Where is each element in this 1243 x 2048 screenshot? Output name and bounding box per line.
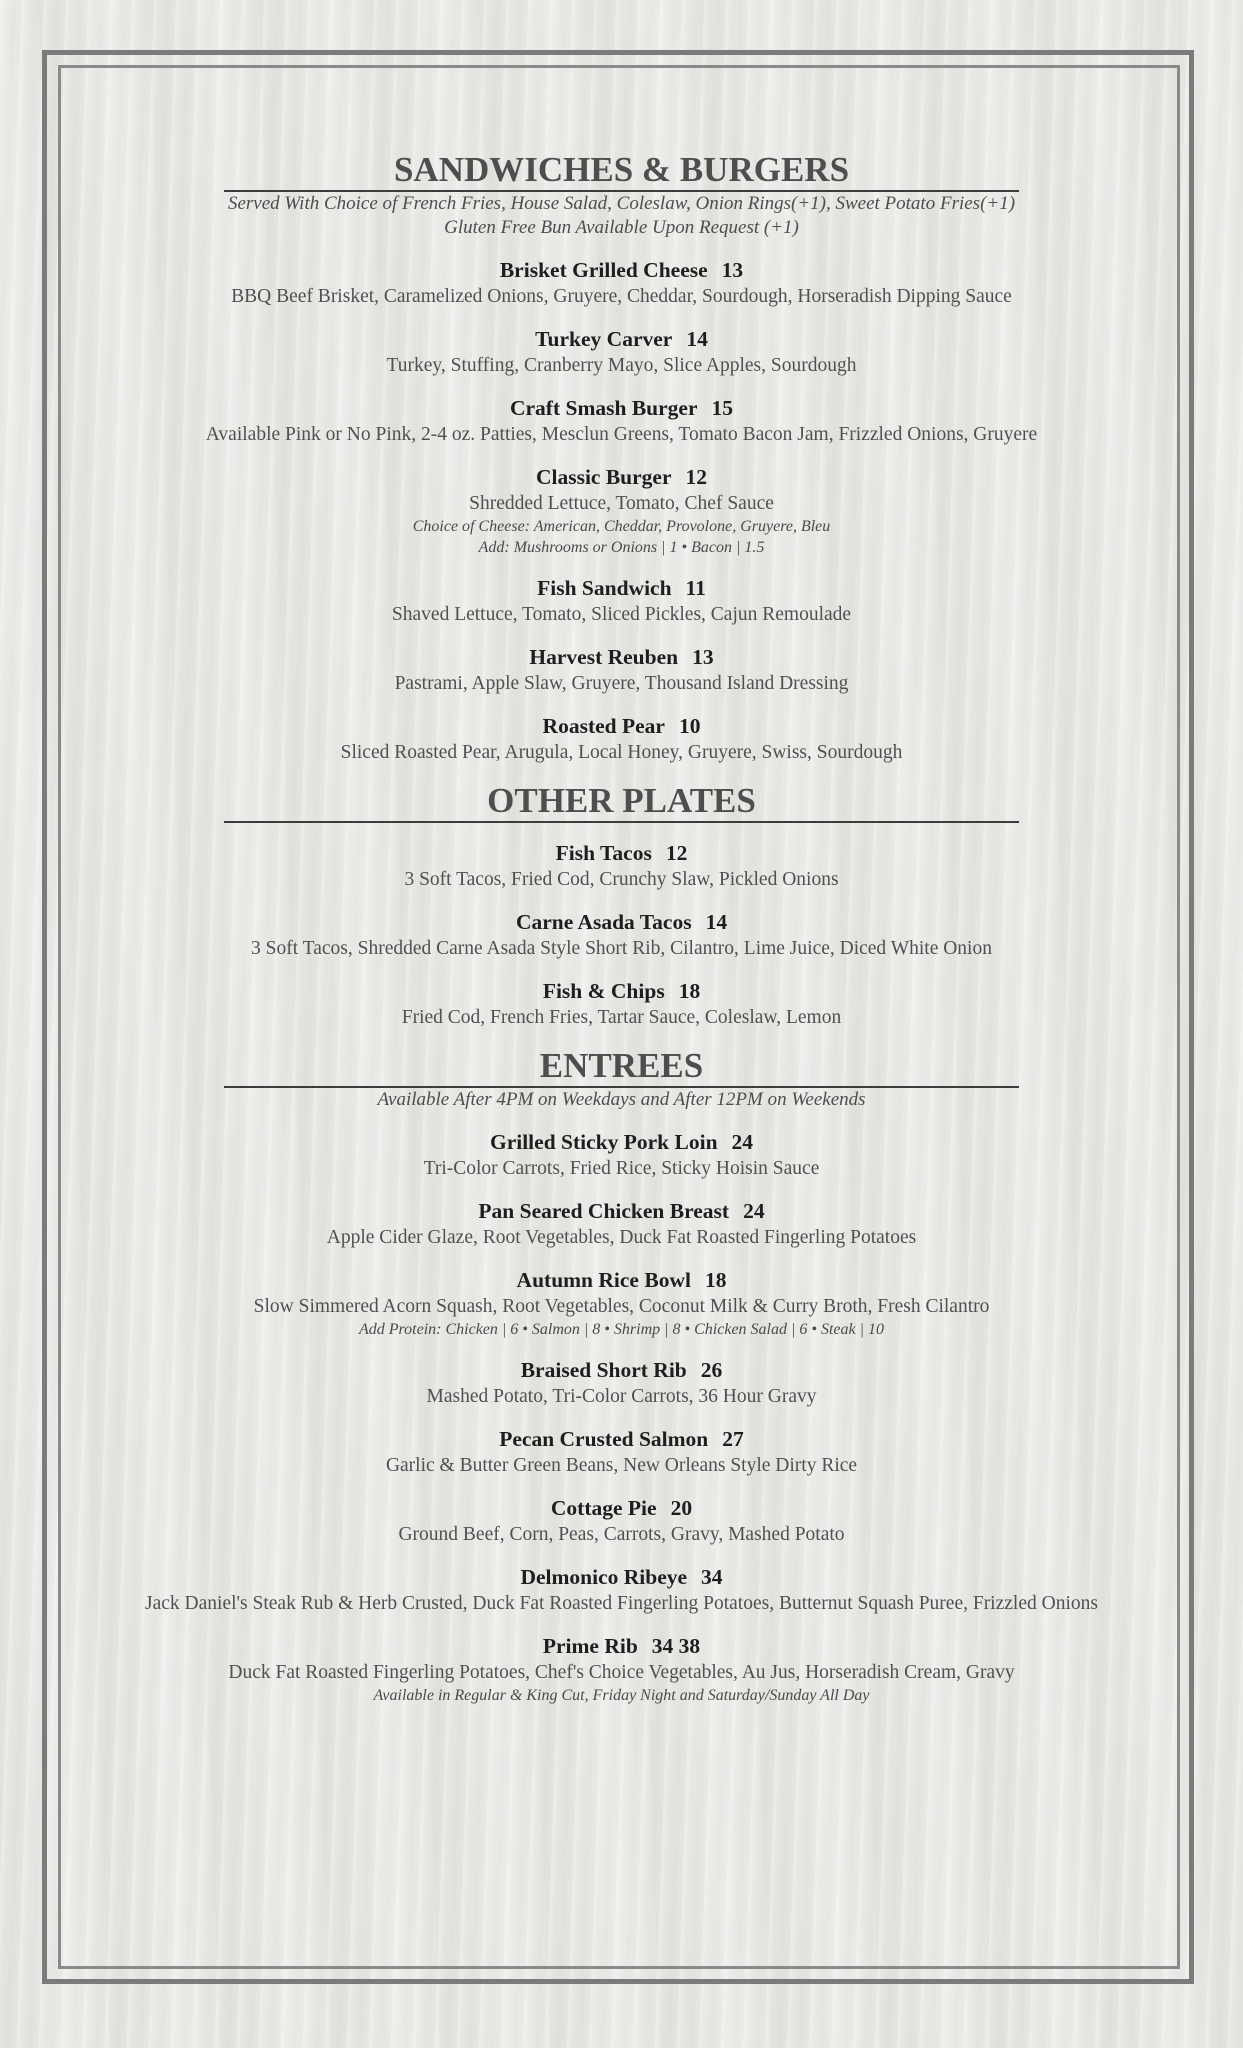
item-name: Fish Sandwich <box>537 576 672 600</box>
item-description: Tri-Color Carrots, Fried Rice, Sticky Hoisin Sauce <box>423 1158 820 1179</box>
item-price: 26 <box>700 1358 723 1382</box>
item-description: Garlic & Butter Green Beans, New Orleans Style Dirty Rice <box>385 1455 858 1476</box>
item-note: Choice of Cheese: American, Cheddar, Provolone, Gruyere, Bleu <box>412 518 831 535</box>
item-price: 34 38 <box>651 1634 701 1658</box>
item-name: Brisket Grilled Cheese <box>499 258 708 282</box>
item-price: 14 <box>705 910 728 934</box>
menu-item <box>70 395 1173 447</box>
item-name: Classic Burger <box>535 465 672 489</box>
section-title: ENTREES <box>539 1046 704 1085</box>
menu-item <box>70 978 1173 1030</box>
item-note: Add Protein: Chicken | 6 • Salmon | 8 • Shrimp | 8 • Chicken Salad | 6 • Steak | 10 <box>358 1321 885 1338</box>
menu-item <box>70 257 1173 309</box>
item-price: 13 <box>692 645 714 669</box>
item-description: Duck Fat Roasted Fingerling Potatoes, Chef's Choice Vegetables, Au Jus, Horseradish Cream, Gravy <box>228 1662 1015 1683</box>
item-description: Slow Simmered Acorn Squash, Root Vegetables, Coconut Milk & Curry Broth, Fresh Cilantro <box>253 1296 990 1317</box>
item-price: 14 <box>686 327 708 351</box>
menu-item <box>70 1198 1173 1250</box>
menu-item <box>70 575 1173 627</box>
item-description: Sliced Roasted Pear, Arugula, Local Honey, Gruyere, Swiss, Sourdough <box>340 742 903 763</box>
section-sandwiches-burgers <box>70 150 1173 765</box>
item-price: 18 <box>678 979 701 1003</box>
item-name: Fish Tacos <box>555 841 652 865</box>
item-description: Ground Beef, Corn, Peas, Carrots, Gravy, Mashed Potato <box>398 1524 845 1545</box>
menu-item <box>70 326 1173 378</box>
item-price: 34 <box>701 1565 723 1589</box>
item-description: Available Pink or No Pink, 2-4 oz. Patties, Mesclun Greens, Tomato Bacon Jam, Frizzled Onions, Gruyere <box>205 424 1038 445</box>
item-name: Pecan Crusted Salmon <box>499 1427 709 1451</box>
item-description: BBQ Beef Brisket, Caramelized Onions, Gruyere, Cheddar, Sourdough, Horseradish Dipping Sauce <box>231 286 1012 307</box>
item-price: 13 <box>721 258 744 282</box>
item-description: Pastrami, Apple Slaw, Gruyere, Thousand Island Dressing <box>394 673 849 694</box>
item-note: Add: Mushrooms or Onions | 1 • Bacon | 1.5 <box>478 539 765 556</box>
menu-item <box>70 1633 1173 1706</box>
section-other-plates <box>70 781 1173 1030</box>
item-name: Cottage Pie <box>550 1496 657 1520</box>
item-name: Harvest Reuben <box>529 645 679 669</box>
item-price: 11 <box>685 576 706 600</box>
item-price: 27 <box>722 1427 744 1451</box>
item-description: 3 Soft Tacos, Fried Cod, Crunchy Slaw, Pickled Onions <box>404 869 839 890</box>
item-name: Fish & Chips <box>542 979 665 1003</box>
item-description: Shredded Lettuce, Tomato, Chef Sauce <box>469 493 774 514</box>
menu-item <box>70 1129 1173 1181</box>
menu-item <box>70 1267 1173 1340</box>
section-subtitle: Gluten Free Bun Available Upon Request (+1) <box>444 217 799 238</box>
item-name: Grilled Sticky Pork Loin <box>489 1130 718 1154</box>
item-price: 20 <box>670 1496 693 1520</box>
section-rule <box>224 821 1019 823</box>
item-name: Pan Seared Chicken Breast <box>478 1199 730 1223</box>
item-name: Craft Smash Burger <box>509 396 698 420</box>
menu-item <box>70 644 1173 696</box>
item-name: Roasted Pear <box>542 714 665 738</box>
item-price: 24 <box>731 1130 754 1154</box>
item-note: Available in Regular & King Cut, Friday Night and Saturday/Sunday All Day <box>373 1687 870 1704</box>
item-name: Carne Asada Tacos <box>515 910 692 934</box>
item-price: 18 <box>704 1268 727 1292</box>
item-name: Prime Rib <box>542 1634 638 1658</box>
menu-item <box>70 464 1173 558</box>
item-price: 24 <box>743 1199 765 1223</box>
menu-content <box>70 150 1173 1706</box>
item-name: Delmonico Ribeye <box>520 1565 688 1589</box>
item-description: Apple Cider Glaze, Root Vegetables, Duck Fat Roasted Fingerling Potatoes <box>326 1227 917 1248</box>
menu-item <box>70 1426 1173 1478</box>
menu-item <box>70 909 1173 961</box>
menu-item <box>70 1495 1173 1547</box>
menu-item <box>70 713 1173 765</box>
item-description: Turkey, Stuffing, Cranberry Mayo, Slice Apples, Sourdough <box>386 355 857 376</box>
item-price: 12 <box>665 841 688 865</box>
item-price: 12 <box>685 465 708 489</box>
menu-item <box>70 1357 1173 1409</box>
item-price: 15 <box>711 396 733 420</box>
section-title: SANDWICHES & BURGERS <box>393 150 850 189</box>
item-name: Turkey Carver <box>535 327 673 351</box>
item-description: Mashed Potato, Tri-Color Carrots, 36 Hour Gravy <box>426 1386 817 1407</box>
item-name: Braised Short Rib <box>520 1358 687 1382</box>
menu-item <box>70 1564 1173 1616</box>
section-subtitle: Served With Choice of French Fries, House Salad, Coleslaw, Onion Rings(+1), Sweet Potato Fries(+1) <box>227 193 1016 214</box>
item-price: 10 <box>678 714 701 738</box>
menu-item <box>70 840 1173 892</box>
item-description: Fried Cod, French Fries, Tartar Sauce, Coleslaw, Lemon <box>401 1007 842 1028</box>
item-description: 3 Soft Tacos, Shredded Carne Asada Style Short Rib, Cilantro, Lime Juice, Diced White Onion <box>251 938 992 959</box>
section-subtitle: Available After 4PM on Weekdays and After 12PM on Weekends <box>377 1089 866 1110</box>
item-name: Autumn Rice Bowl <box>516 1268 691 1292</box>
section-entrees <box>70 1046 1173 1706</box>
section-title: OTHER PLATES <box>487 781 756 820</box>
item-description: Jack Daniel's Steak Rub & Herb Crusted, Duck Fat Roasted Fingerling Potatoes, Butternut Squash Puree, Frizzled Onions <box>145 1593 1098 1614</box>
item-description: Shaved Lettuce, Tomato, Sliced Pickles, Cajun Remoulade <box>391 604 852 625</box>
